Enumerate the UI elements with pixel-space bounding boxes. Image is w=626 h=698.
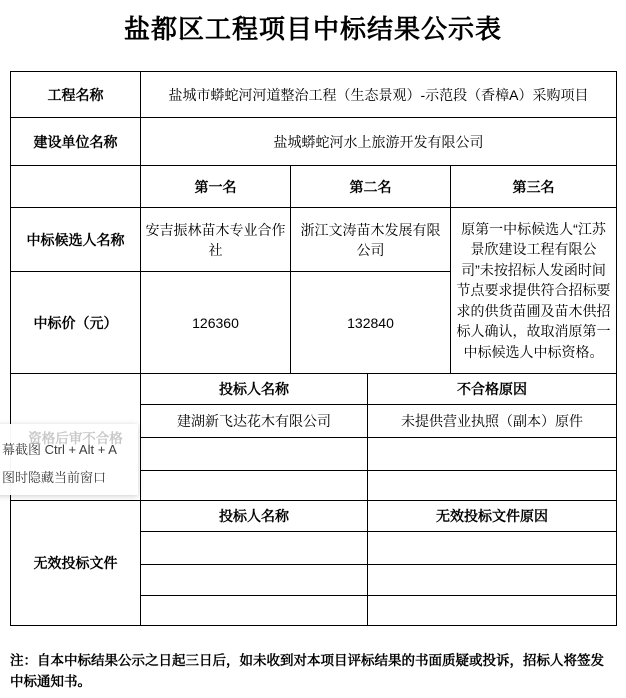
tooltip-hide-window-text: 图时隐藏当前窗口 xyxy=(2,470,107,485)
table-row xyxy=(11,118,617,166)
empty-cell xyxy=(11,166,141,208)
candidate-first: 安吉振林苗木专业合作社 xyxy=(141,208,291,272)
price-second: 132840 xyxy=(291,272,451,374)
disqualified-bidder-2 xyxy=(141,438,368,471)
disqualified-reason-1: 未提供营业执照（副本）原件 xyxy=(368,405,617,438)
candidate-second: 浙江文涛苗木发展有限公司 xyxy=(291,208,451,272)
table-row xyxy=(11,501,617,532)
disqualified-reason-3 xyxy=(368,471,617,501)
disqualified-bidder-3 xyxy=(141,471,368,501)
invalid-bidder-3 xyxy=(141,596,368,626)
table-row xyxy=(11,208,617,272)
disqualified-reason-header: 不合格原因 xyxy=(368,374,617,405)
rank-header-second: 第二名 xyxy=(291,166,451,208)
table-row xyxy=(11,374,617,405)
footer-note: 注：自本中标结果公示之日起三日后，如未收到对本项目评标结果的书面质疑或投诉，招标人将签发中标通知书。 xyxy=(10,653,604,689)
project-name-label: 工程名称 xyxy=(11,72,141,118)
tooltip-shortcut-text: 幕截图 Ctrl + Alt + A xyxy=(2,442,117,457)
project-name-value: 盐城市蟒蛇河河道整治工程（生态景观）-示范段（香樟A）采购项目 xyxy=(141,72,617,118)
bid-result-table xyxy=(10,71,617,626)
table-row xyxy=(11,166,617,208)
rank-header-first: 第一名 xyxy=(141,166,291,208)
invalid-reason-header: 无效投标文件原因 xyxy=(368,501,617,532)
rank-header-third: 第三名 xyxy=(451,166,617,208)
invalid-section-label: 无效投标文件 xyxy=(11,501,141,626)
third-place-note: 原第一中标候选人“江苏景欣建设工程有限公司”未按招标人发函时间节点要求提供符合招标要求的供货苗圃及苗木供招标人确认，故取消原第一中标候选人中标资格。 xyxy=(451,208,617,374)
invalid-reason-2 xyxy=(368,565,617,596)
invalid-bidder-2 xyxy=(141,565,368,596)
disqualified-section-label: 资格后审不合格 xyxy=(28,431,123,446)
price-label: 中标价（元） xyxy=(11,272,141,374)
disqualified-bidder-header: 投标人名称 xyxy=(141,374,368,405)
candidates-label: 中标候选人名称 xyxy=(11,208,141,272)
table-row xyxy=(11,72,617,118)
invalid-bidder-header: 投标人名称 xyxy=(141,501,368,532)
disqualified-reason-2 xyxy=(368,438,617,471)
disqualified-bidder-1: 建湖新飞达花木有限公司 xyxy=(141,405,368,438)
invalid-reason-3 xyxy=(368,596,617,626)
page-title: 盐都区工程项目中标结果公示表 xyxy=(123,14,502,44)
invalid-bidder-1 xyxy=(141,532,368,565)
invalid-reason-1 xyxy=(368,532,617,565)
owner-label: 建设单位名称 xyxy=(11,118,141,166)
price-first: 126360 xyxy=(141,272,291,374)
owner-value: 盐城蟒蛇河水上旅游开发有限公司 xyxy=(141,118,617,166)
